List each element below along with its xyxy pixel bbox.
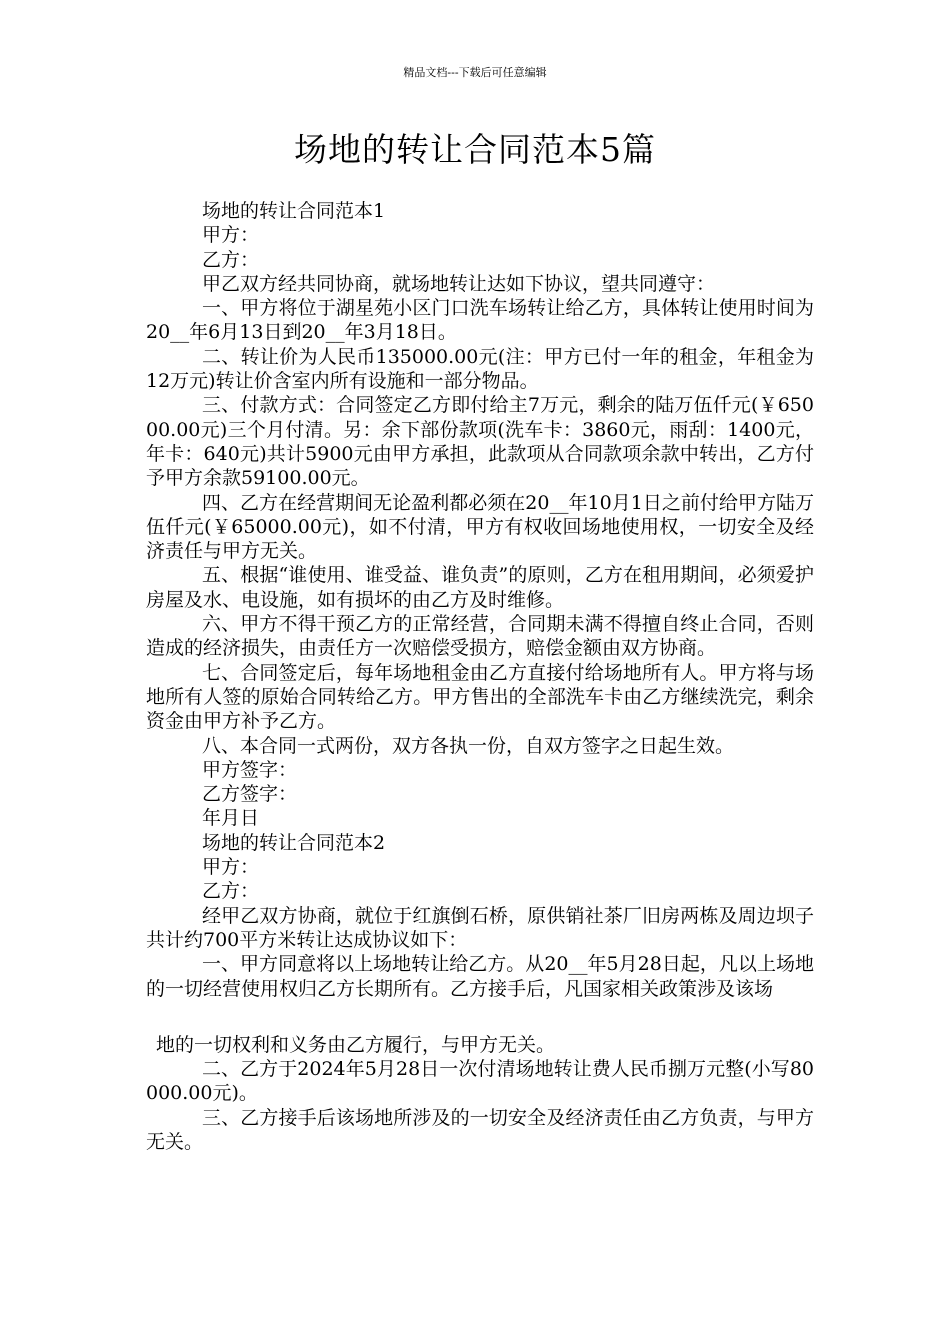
party-a-line: 甲方：: [202, 856, 260, 879]
clause-7: 七、合同签定后，每年场地租金由乙方直接付给场地所有人。甲方将与场地所有人签的原始合同转给乙方。甲方售出的全部洗车卡由乙方继续洗完，剩余资金由甲方补予乙方。: [146, 661, 814, 733]
date-line: 年月日: [202, 807, 260, 830]
clause-6: 六、甲方不得干预乙方的正常经营，合同期未满不得擅自终止合同，否则造成的经济损失，由责任方一次赔偿受损方，赔偿金额由双方协商。: [146, 613, 814, 660]
clause-2: 二、乙方于2024年5月28日一次付清场地转让费人民币捌万元整(小写80000.00元)。: [146, 1058, 814, 1105]
section-heading-1: 场地的转让合同范本1: [202, 200, 386, 222]
section-heading-2: 场地的转让合同范本2: [202, 831, 386, 854]
party-a-signature: 甲方签字：: [202, 758, 298, 781]
party-b-line: 乙方：: [202, 880, 260, 903]
party-a-line: 甲方：: [202, 224, 260, 247]
page-header: 精品文档---下载后可任意编辑: [403, 66, 547, 79]
party-b-line: 乙方：: [202, 248, 260, 271]
clause-1-continued: 地的一切权利和义务由乙方履行，与甲方无关。: [156, 1033, 556, 1056]
clause-1: 一、甲方将位于湖星苑小区门口洗车场转让给乙方，具体转让使用时间为20__年6月13日到20__年3月18日。: [146, 297, 814, 344]
clause-4: 四、乙方在经营期间无论盈利都必须在20__年10月1日之前付给甲方陆万伍仟元(￥65000.00元)，如不付清，甲方有权收回场地使用权，一切安全及经济责任与甲方无关。: [146, 491, 814, 563]
clause-2: 二、转让价为人民币135000.00元(注：甲方已付一年的租金，年租金为12万元)转让价含室内所有设施和一部分物品。: [146, 345, 814, 393]
clause-1: 一、甲方同意将以上场地转让给乙方。从20__年5月28日起，凡以上场地的一切经营使用权归乙方长期所有。乙方接手后，凡国家相关政策涉及该场: [146, 953, 814, 1000]
party-b-signature: 乙方签字：: [202, 783, 298, 806]
intro-paragraph: 甲乙双方经共同协商，就场地转让达如下协议，望共同遵守：: [202, 272, 716, 295]
clause-5: 五、根据“谁使用、谁受益、谁负责”的原则，乙方在租用期间，必须爱护房屋及水、电设施，如有损坏的由乙方及时维修。: [146, 564, 814, 611]
clause-3: 三、乙方接手后该场地所涉及的一切安全及经济责任由乙方负责，与甲方无关。: [146, 1106, 814, 1153]
intro-paragraph: 经甲乙双方协商，就位于红旗倒石桥，原供销社茶厂旧房两栋及周边坝子共计约700平方米转让达成协议如下：: [146, 904, 814, 951]
document-body: [146, 199, 814, 1154]
clause-3: 三、付款方式：合同签定乙方即付给主7万元，剩余的陆万伍仟元(￥65000.00元)三个月付清。另：余下部份款项(洗车卡：3860元，雨刮：1400元，年卡：640元)共计5900元由甲方承担，此款项从合同款项余款中转出，乙方付予甲方余款59100.00元。: [146, 394, 814, 490]
document-title: 场地的转让合同范本5篇: [294, 130, 656, 169]
clause-8: 八、本合同一式两份，双方各执一份，自双方签字之日起生效。: [202, 734, 735, 757]
